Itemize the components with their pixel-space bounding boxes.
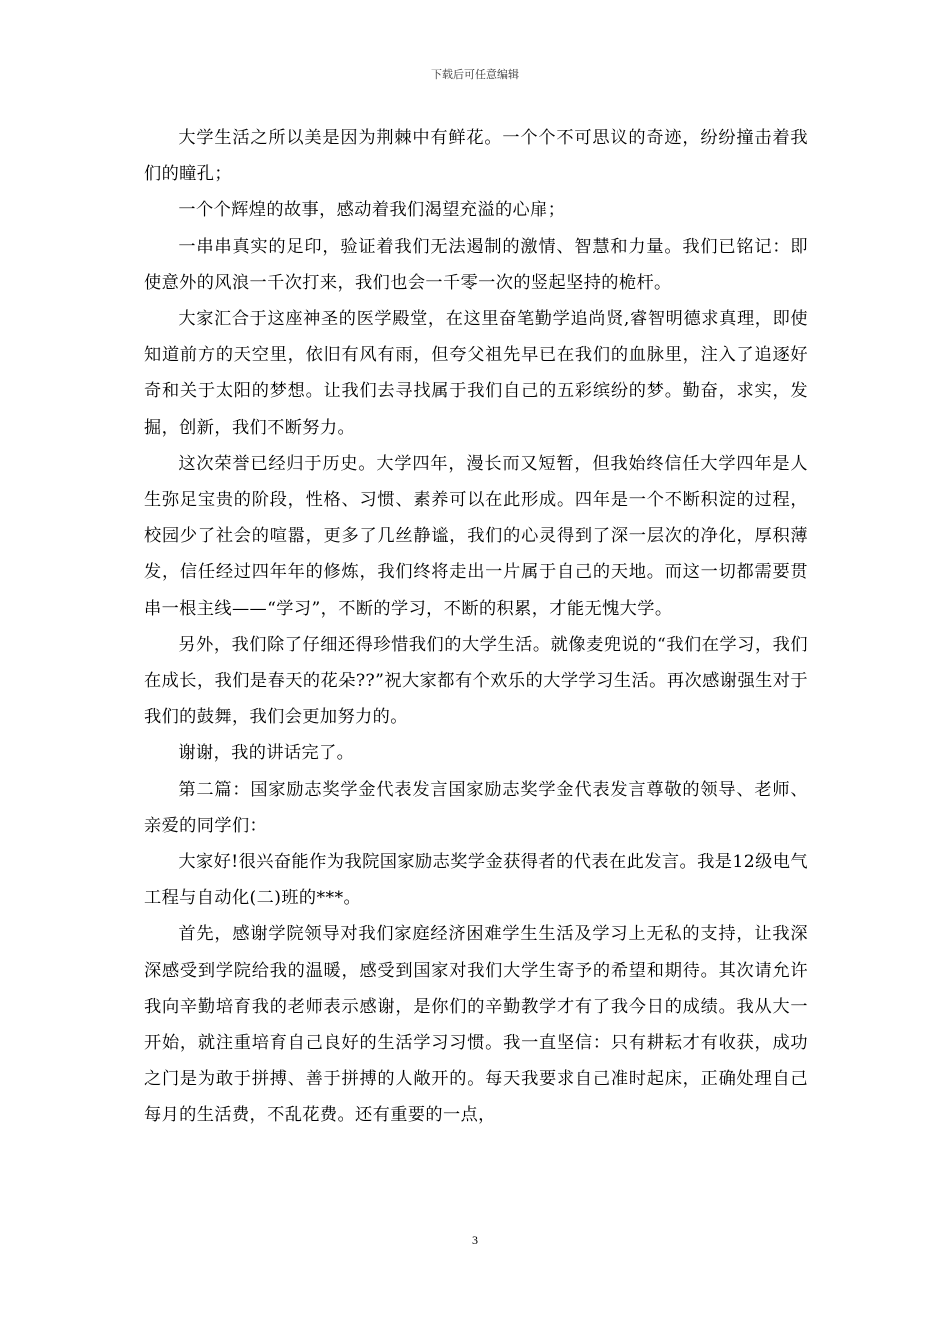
paragraph: 谢谢，我的讲话完了。: [178, 743, 355, 764]
paragraph: 这次荣誉已经归于历史。大学四年，漫长而又短暂，但我始终信任大学四年是人生弥足宝贵的阶段，性格、习惯、素养可以在此形成。四年是一个不断积淀的过程，校园少了社会的喧嚣，更多了几丝静谧，我们的心灵得到了深一层次的净化，厚积薄发，信任经过四年年的修炼，我们终将走出一片属于自己的天地。而这一切都需要贯串一根主线——“学习”，不断的学习，不断的积累，才能无愧大学。: [144, 453, 808, 619]
paragraph: 大家汇合于这座神圣的医学殿堂，在这里奋笔勤学追尚贤,睿智明德求真理，即使知道前方的天空里，依旧有风有雨，但夸父祖先早已在我们的血脉里，注入了追逐好奇和关于太阳的梦想。让我们去寻找属于我们自己的五彩缤纷的梦。勤奋，求实，发掘，创新，我们不断努力。: [144, 309, 808, 438]
paragraph: 首先，感谢学院领导对我们家庭经济困难学生生活及学习上无私的支持，让我深深感受到学院给我的温暖，感受到国家对我们大学生寄予的希望和期待。其次请允许我向辛勤培育我的老师表示感谢，是你们的辛勤教学才有了我今日的成绩。我从大一开始，就注重培育自己良好的生活学习习惯。我一直坚信：只有耕耘才有收获，成功之门是为敢于拼搏、善于拼搏的人敞开的。每天我要求自己准时起床，正确处理自己每月的生活费，不乱花费。还有重要的一点，: [144, 924, 808, 1126]
paragraph: 一个个辉煌的故事，感动着我们渴望充溢的心扉；: [178, 200, 566, 221]
paragraph: 第二篇：国家励志奖学金代表发言国家励志奖学金代表发言尊敬的领导、老师、亲爱的同学们：: [144, 779, 808, 836]
paragraph: 大家好!很兴奋能作为我院国家励志奖学金获得者的代表在此发言。我是12级电气工程与自动化(二)班的***。: [144, 852, 808, 909]
paragraph: 另外，我们除了仔细还得珍惜我们的大学生活。就像麦兜说的“我们在学习，我们在成长，我们是春天的花朵??”祝大家都有个欢乐的大学学习生活。再次感谢强生对于我们的鼓舞，我们会更加努力的。: [144, 634, 808, 728]
paragraph: 一串串真实的足印，验证着我们无法遏制的激情、智慧和力量。我们已铭记：即使意外的风浪一千次打来，我们也会一千零一次的竖起坚持的桅杆。: [144, 236, 808, 293]
paragraph: 大学生活之所以美是因为荆棘中有鲜花。一个个不可思议的奇迹，纷纷撞击着我们的瞳孔；: [144, 128, 808, 185]
page-header: 下载后可任意编辑: [431, 68, 519, 81]
document-body: [144, 120, 808, 1134]
page-number: 3: [472, 1233, 478, 1247]
